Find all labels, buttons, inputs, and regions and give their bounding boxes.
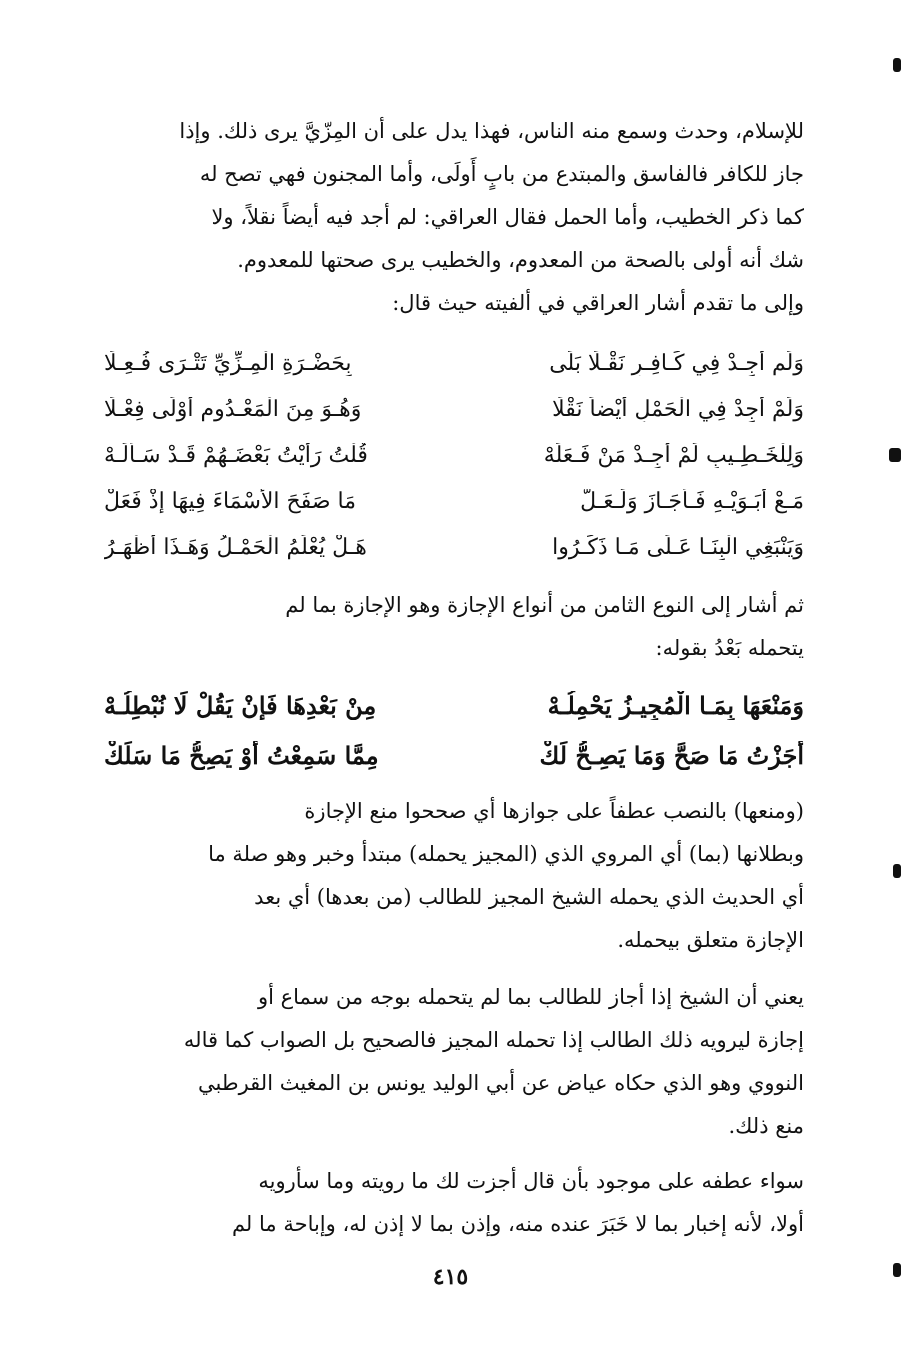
verse-second-hemistich: مَا صَفَحَ الأَسْمَاءَ فِيهَا إِذْ فَعَلْ <box>104 488 357 514</box>
paragraph-1 <box>104 110 804 325</box>
verse-line <box>104 524 804 570</box>
paragraph-line: جاز للكافر فالفاسق والمبتدع من بابٍ أَولَى، وأما المجنون فهي تصح له <box>199 162 804 186</box>
paragraph-line: الإجازة متعلق بيحمله. <box>617 928 804 952</box>
verse-first-hemistich: أَجَزْتُ مَا صَحَّ وَمَا يَصِـحُّ لَكْ <box>539 740 804 770</box>
paragraph-line: النووي وهو الذي حكاه عياض عن أبي الوليد يونس بن المغيث القرطبي <box>198 1071 804 1095</box>
verse-line <box>104 432 804 478</box>
paragraph-line: كما ذكر الخطيب، وأما الحمل فقال العراقي: لم أجد فيه أيضاً نقلاً، ولا <box>211 205 804 229</box>
paragraph-line: أي الحديث الذي يحمله الشيخ المجيز للطالب (من بعدها) أي بعد <box>254 885 804 909</box>
verse-second-hemistich: بِحَضْـرَةِ الْمِـزِّيِّ تَتْـرَى فُـعِـلَا <box>104 350 352 376</box>
paragraph-line: يعني أن الشيخ إذا أجاز للطالب بما لم يتحمله بوجه من سماع أو <box>257 985 804 1009</box>
paragraph-line: وإلى ما تقدم أشار العراقي في ألفيته حيث قال: <box>392 291 804 315</box>
verse-second-hemistich: هَـلْ يُعْلَمُ الْحَمْـلُ وَهَـذَا أَظْهَـرُ <box>104 534 367 560</box>
verse-first-hemistich: وَلَمْ أَجِدْ فِي الْحَمْلِ أَيْضاً نَقْلًا <box>552 396 804 422</box>
verse-first-hemistich: وَلَم أَجِـدْ فِي كَـافِـرٍ نَقْـلًا بَلَى <box>549 350 804 376</box>
paragraph-line: ثم أشار إلى النوع الثامن من أنواع الإجازة وهو الإجازة بما لم <box>285 593 804 617</box>
paragraph-3 <box>104 790 804 962</box>
scan-mark-middle <box>889 448 901 462</box>
paragraph-2 <box>104 584 804 670</box>
verse-second-hemistich: مِمَّا سَمِعْتُ أَوْ يَصِحُّ مَا سَلَكْ <box>104 740 379 770</box>
verse-first-hemistich: وَلِلْخَـطِـيبِ لَمْ أَجِـدْ مَنْ فَـعَلَهْ <box>543 442 804 468</box>
verse-line <box>104 340 804 386</box>
verse-second-hemistich: قُلْتُ رَأَيْتُ بَعْضَـهُمْ قَـدْ سَـأَلَـهْ <box>104 442 368 468</box>
paragraph-4 <box>104 976 804 1148</box>
paragraph-line: وبطلانها (بما) أي المروي الذي (المجيز يحمله) مبتدأ وخبر وهو صلة ما <box>208 842 804 866</box>
verse-second-hemistich: مِنْ بَعْدِهَا فَإِنْ يَقُلْ لَا نُبْطِلُـهْ <box>104 690 377 720</box>
paragraph-line: منع ذلك. <box>728 1114 804 1138</box>
paragraph-line: إجازة ليرويه ذلك الطالب إذا تحمله المجيز فالصحيح بل الصواب كما قاله <box>183 1028 804 1052</box>
paragraph-line: للإسلام، وحدث وسمع منه الناس، فهذا يدل على أن المِزّيَّ يرى ذلك. وإذا <box>179 119 804 143</box>
paragraph-line: سواء عطفه على موجود بأن قال أجزت لك ما رويته وما سأرويه <box>258 1169 804 1193</box>
verse-first-hemistich: وَيَنْبَغِي الْبِنَـا عَـلَى مَـا ذَكَـرُوا <box>552 534 804 560</box>
verse-line <box>104 478 804 524</box>
verse-first-hemistich: مَـعْ أَبَـوَيْـهِ فَـأَجَـازَ وَلَـعَـلّ <box>580 488 804 514</box>
scan-mark-top <box>893 58 901 72</box>
verse-line <box>104 680 804 730</box>
paragraph-line: يتحمله بَعْدُ بقوله: <box>655 636 804 660</box>
verse-second-hemistich: وَهُـوَ مِنَ الْمَعْـدُومِ أَوْلَى فِعْـلَا <box>104 396 362 422</box>
paragraph-line: أولا، لأنه إخبار بما لا خَبَرَ عنده منه، وإذن بما لا إذن له، وإباحة ما لم <box>231 1212 804 1236</box>
verse-line <box>104 386 804 432</box>
scan-mark-lower <box>893 864 901 878</box>
paragraph-line: (ومنعها) بالنصب عطفاً على جوازها أي صححوا منع الإجازة <box>304 799 804 823</box>
verse-block-2 <box>104 680 804 780</box>
page-number: ٤١٥ <box>432 1264 469 1290</box>
paragraph-line: شك أنه أولى بالصحة من المعدوم، والخطيب يرى صحتها للمعدوم. <box>237 248 804 272</box>
verse-line <box>104 730 804 780</box>
verse-block-1 <box>104 340 804 570</box>
verse-first-hemistich: وَمَنْعَهَا بِمَـا الْمُجِيـزُ يَحْمِلُـهْ <box>547 690 804 720</box>
paragraph-5 <box>104 1160 804 1246</box>
